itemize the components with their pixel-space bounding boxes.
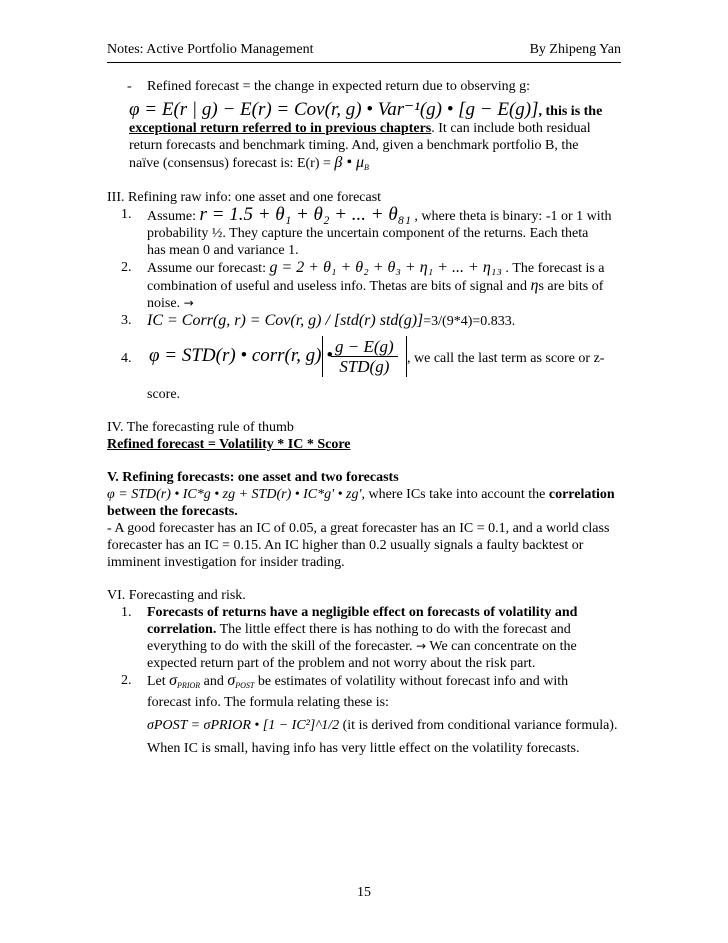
sec3-item-4 <box>107 336 623 380</box>
sec6-item2-a: Let <box>147 674 170 689</box>
sec3-item2-c2: s are bits of <box>538 279 604 294</box>
section-4-title: IV. The forecasting rule of thumb <box>107 420 294 435</box>
item-number: 4. <box>121 351 132 366</box>
sec3-item2-a: Assume our forecast: <box>147 261 270 276</box>
sec5-formula-line <box>107 486 623 503</box>
sec6-item1-c2: We can concentrate on the <box>426 639 577 654</box>
sec3-item4-rest: , we call the last term as score or z- <box>407 351 605 366</box>
sec5-rest: , where ICs take into account the <box>361 487 549 502</box>
ic-value: =3/(9*4)=0.833. <box>423 314 516 329</box>
sec6-formula-line <box>107 717 623 734</box>
sec6-item1-b <box>107 621 623 638</box>
refined-forecast-desc <box>129 120 623 137</box>
sec6-item1-bold2: correlation. <box>147 622 217 637</box>
sec3-item2-c-text: combination of useful and useless info. Thetas are bits of signal and <box>147 279 531 294</box>
sec3-item-1 <box>107 206 623 225</box>
header-author: By Zhipeng Yan <box>529 42 621 57</box>
formula-tail: , this is the <box>538 104 603 119</box>
sec6-item1-c-text: everything to do with the skill of the forecaster. <box>147 639 417 654</box>
return-formula: r = 1.5 + θ₁ + θ₂ + ... + θ₈₁ <box>199 204 411 225</box>
fraction-denominator: STD(g) <box>339 357 390 376</box>
sec6-item2-e: When IC is small, having info has very little effect on the volatility forecasts. <box>147 741 580 756</box>
bullet-dash: - <box>127 79 132 94</box>
consensus-sub: B <box>364 163 369 172</box>
right-arrow-icon: → <box>183 296 194 310</box>
phi-formula: φ = STD(r) • corr(r, g) • <box>149 345 333 366</box>
and-text: and <box>200 674 228 689</box>
sec3-item1-d: has mean 0 and variance 1. <box>147 243 299 258</box>
section-5-title: V. Refining forecasts: one asset and two forecasts <box>107 470 399 485</box>
sec5-p3: imminent investigation for insider trading. <box>107 555 345 570</box>
sigma-post-sub: POST <box>235 681 255 690</box>
sec3-item2-d <box>107 295 623 312</box>
item-number: 3. <box>121 313 132 328</box>
sec6-item1-rest: The little effect there is has nothing to do with the forecast and <box>216 622 571 637</box>
sec3-item2-c <box>107 277 623 295</box>
fraction-numerator: g − E(g) <box>331 336 398 357</box>
volatility-formula: σPOST = σPRIOR • [1 − IC²]^1/2 <box>147 718 340 733</box>
sec6-item2-c: forecast info. The formula relating these is: <box>147 695 389 710</box>
sec3-item2-b: . The forecast is a <box>501 261 605 276</box>
consensus-text: naïve (consensus) forecast is: E(r) = <box>129 156 335 171</box>
page-number: 15 <box>357 885 371 900</box>
page-header <box>107 40 621 63</box>
sigma-post: σ <box>227 672 236 689</box>
refined-forecast-text: Refined forecast = the change in expected return due to observing g: <box>147 79 531 94</box>
noise-text: noise. <box>147 296 184 311</box>
formula-note: (it is derived from conditional variance formula). <box>342 718 618 733</box>
forecast-formula: g = 2 + θ₁ + θ₂ + θ₃ + η₁ + ... + η₁₃ <box>269 259 502 276</box>
right-arrow-icon: → <box>416 639 427 653</box>
page-body <box>107 78 623 757</box>
sec5-bold2: between the forecasts. <box>107 504 238 519</box>
refined-forecast-formula: φ = E(r | g) − E(r) = Cov(r, g) • Var⁻¹(g) • [g − E(g)] <box>129 99 539 120</box>
sigma-prior: σ <box>169 672 178 689</box>
rule-of-thumb: Refined forecast = Volatility * IC * Score <box>107 437 351 452</box>
sec5-p2: forecaster has an IC = 0.15. An IC higher than 0.2 usually signals a faulty backtest or <box>107 538 584 553</box>
consensus-formula: β • μ <box>334 154 364 171</box>
desc-line3: . It can include both residual <box>431 121 591 136</box>
sec3-item-2 <box>107 259 623 277</box>
desc-line4: return forecasts and benchmark timing. And, given a benchmark portfolio B, the <box>129 138 579 153</box>
refined-forecast-formula-line <box>129 101 623 120</box>
item-number: 1. <box>121 207 132 222</box>
sigma-prior-sub: PRIOR <box>177 681 201 690</box>
sec6-item-2 <box>107 672 623 694</box>
sec6-item2-b: be estimates of volatility without forecast info and with <box>254 674 569 689</box>
z-score-fraction <box>322 336 407 377</box>
sec6-item1-bold: Forecasts of returns have a negligible effect on forecasts of volatility and <box>147 605 578 620</box>
two-forecast-formula: φ = STD(r) • IC*g • zg + STD(r) • IC*g' • zg' <box>107 487 362 502</box>
sec3-item1-a: Assume: <box>147 209 200 224</box>
ic-formula: IC = Corr(g, r) = Cov(r, g) / [std(r) std(g)] <box>147 312 424 329</box>
sec6-item-1 <box>107 604 623 621</box>
exceptional-return-text: exceptional return referred to in previous chapters <box>129 121 432 136</box>
sec5-p1: - A good forecaster has an IC of 0.05, a great forecaster has an IC = 0.1, and a world class <box>107 521 610 536</box>
refined-forecast-item <box>107 78 623 95</box>
section-3-title: III. Refining raw info: one asset and one forecast <box>107 190 382 205</box>
sec6-item1-c <box>107 638 623 655</box>
sec6-item1-d: expected return part of the problem and not worry about the risk part. <box>147 656 536 671</box>
sec3-item-3 <box>107 312 623 330</box>
correlation-text: correlation <box>548 487 615 502</box>
item-number: 1. <box>121 605 132 620</box>
sec3-item1-b: , where theta is binary: -1 or 1 with <box>410 209 612 224</box>
sec3-item4-cont: score. <box>147 387 181 402</box>
header-title: Notes: Active Portfolio Management <box>107 42 314 57</box>
item-number: 2. <box>121 260 132 275</box>
item-number: 2. <box>121 673 132 688</box>
desc-line5 <box>129 154 623 176</box>
eta-symbol: η <box>530 277 539 294</box>
section-6-title: VI. Forecasting and risk. <box>107 588 246 603</box>
sec3-item1-c: probability ½. They capture the uncertain component of the returns. Each theta <box>147 226 589 241</box>
